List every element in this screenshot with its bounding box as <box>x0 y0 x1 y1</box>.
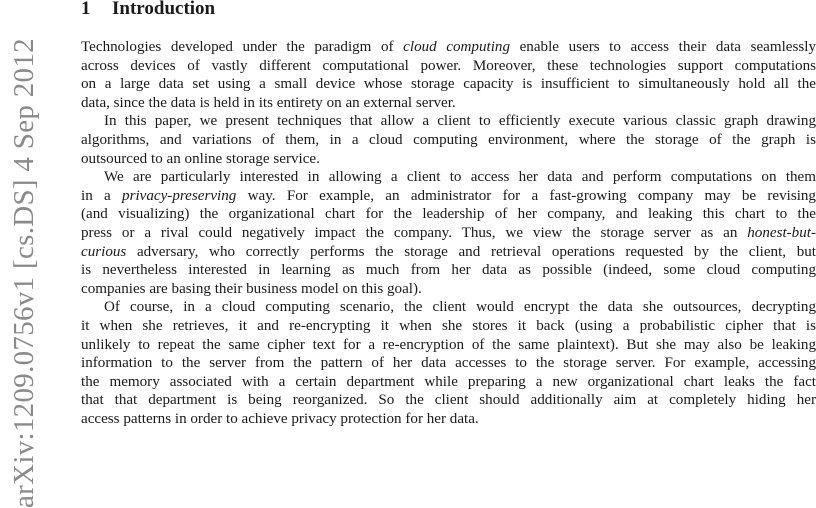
text-line: in a privacy-preserving way. For example, an administrator for a fast-growing company may be revising <box>81 187 816 204</box>
text-line: press or a rival could negatively impact the company. Thus, we view the storage server as an honest-but- <box>81 224 816 241</box>
paragraph-4 <box>81 298 816 428</box>
text-line: on a large data set using a small device whose storage capacity is insufficient to simultaneously hold all the <box>81 76 816 93</box>
paragraph-1 <box>81 38 816 112</box>
text-line: across devices of vastly different computational power. Moreover, these technologies support computations <box>81 57 816 74</box>
section-heading <box>81 0 215 20</box>
paragraph-2 <box>81 112 816 168</box>
text-line: In this paper, we present techniques that allow a client to efficiently execute various classic graph drawing <box>104 113 816 130</box>
text-line: (and visualizing) the organizational chart for the leadership of her company, and leaking this chart to the <box>81 206 816 223</box>
arxiv-identifier-stamp <box>0 0 48 508</box>
section-title: Introduction <box>112 0 216 19</box>
paragraph-3 <box>81 168 816 298</box>
text-line: that that department is being reorganized. So the client should additionally aim at completely hiding her <box>81 392 816 409</box>
emphasized-term: honest-but- <box>747 224 816 241</box>
emphasized-term: cloud computing <box>403 39 511 55</box>
emphasized-term: privacy-preserving <box>122 187 237 204</box>
section-number: 1 <box>81 0 91 19</box>
text-line: outsourced to an online storage service. <box>81 150 320 167</box>
text-line: unlikely to repeat the same cipher text for a re-encryption of the same plaintext). But she may also be leaking <box>81 336 816 353</box>
text-line: data, since the data is held in its entirety on an external server. <box>81 94 456 111</box>
text-line: information to the server from the pattern of her data accesses to the storage server. For example, accessing <box>81 355 816 372</box>
text-line: We are particularly interested in allowing a client to access her data and perform computations on them <box>104 169 816 186</box>
text-line: algorithms, and variations of them, in a cloud computing environment, where the storage of the graph is <box>81 131 816 148</box>
text-line: is nevertheless interested in learning as much from her data as possible (indeed, some cloud computing <box>81 262 816 279</box>
text-line: Technologies developed under the paradigm of cloud computing enable users to access their data seamlessly <box>81 39 816 55</box>
section-body <box>81 38 816 428</box>
text-line: access patterns in order to achieve privacy protection for her data. <box>81 410 479 427</box>
text-line: curious adversary, who correctly performs the storage and retrieval operations requested by the client, but <box>81 243 816 260</box>
arxiv-identifier-text: arXiv:1209.0756v1 [cs.DS] 4 Sep 2012 <box>8 38 40 508</box>
text-line: Of course, in a cloud computing scenario, the client would encrypt the data she outsources, decrypting <box>104 299 816 316</box>
text-line: it when she retrieves, it and re-encrypting it when she stores it back (using a probabilistic cipher that is <box>81 317 816 334</box>
text-line: companies are basing their business model on this goal). <box>81 280 422 297</box>
emphasized-term: curious <box>81 243 127 260</box>
text-line: the memory associated with a certain department while preparing a new organizational chart leaks the fact <box>81 373 816 390</box>
